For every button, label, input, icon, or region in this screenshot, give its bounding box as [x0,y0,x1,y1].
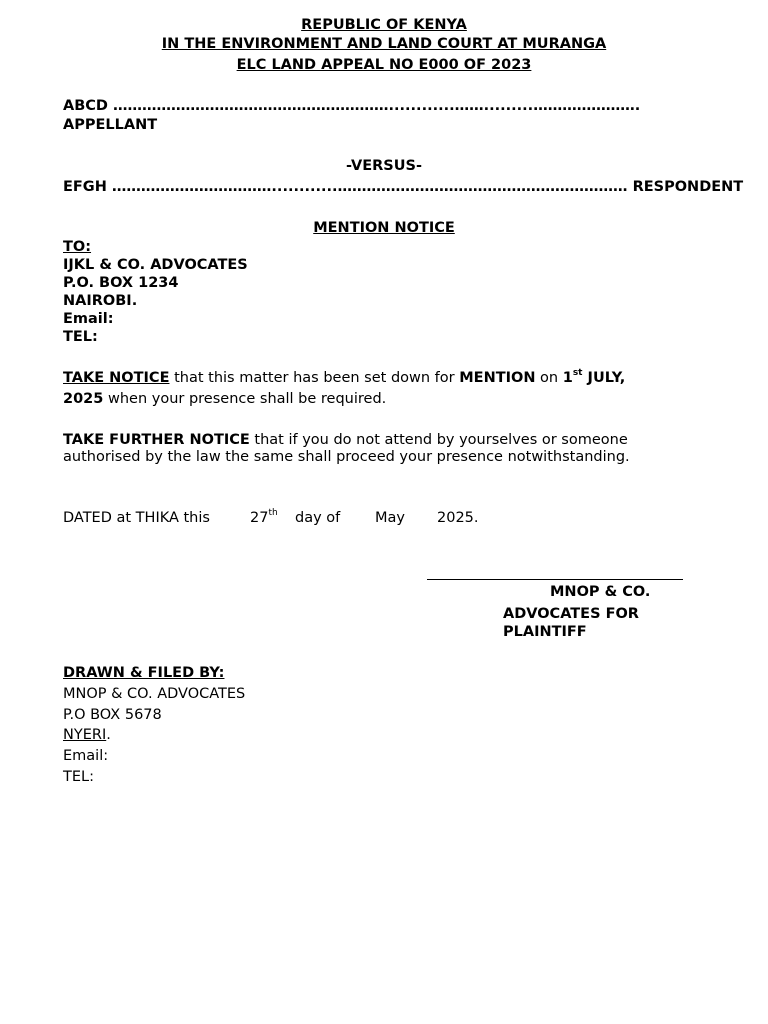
addressee-city: NAIROBI. [63,293,138,309]
dated-day-wrap [250,510,278,526]
addressee-box: P.O. BOX 1234 [63,275,179,291]
further-notice-line1 [63,432,628,448]
take-notice-text3: when your presence shall be required. [103,391,387,407]
take-notice-line2 [63,391,386,407]
court-heading-court: IN THE ENVIRONMENT AND LAND COURT AT MURANGA [161,36,607,52]
mention-label: MENTION [459,370,536,386]
dated-day: 27 [250,510,269,526]
dated-day-suffix: th [268,508,278,518]
further-notice-line2: authorised by the law the same shall proceed your presence notwithstanding. [63,449,630,465]
drawn-by-email: Email: [63,748,109,764]
notice-title: MENTION NOTICE [313,220,455,236]
take-notice-text2: on [535,370,563,386]
mention-day: 1 [562,370,573,386]
signature-role-line2: PLAINTIFF [503,624,587,640]
drawn-by-box: P.O BOX 5678 [63,707,162,723]
dated-prefix: DATED at THIKA this [63,510,210,526]
appellant-dots: …………………………………………………............…….........…………………. [113,98,641,114]
case-number: ELC LAND APPEAL NO E000 OF 2023 [236,57,532,73]
take-notice-text1: that this matter has been set down for [169,370,460,386]
addressee-firm: IJKL & CO. ADVOCATES [63,257,248,273]
mention-day-suffix: st [572,368,583,378]
mention-month: JULY, [582,370,626,386]
drawn-by-city-wrap [63,727,111,743]
mention-year: 2025 [63,391,104,407]
dated-day-of: day of [295,510,341,526]
dated-month: May [375,510,405,526]
further-notice-text1: that if you do not attend by yourselves or someone [249,432,628,448]
take-notice-lead: TAKE NOTICE [63,370,170,386]
respondent-line [63,179,743,195]
further-notice-lead: TAKE FURTHER NOTICE [63,432,250,448]
appellant-line [63,98,640,114]
court-heading-republic: REPUBLIC OF KENYA [301,17,467,33]
signature-firm: MNOP & CO. [550,584,651,600]
signature-role-line1: ADVOCATES FOR [503,606,639,622]
addressee-email: Email: [63,311,114,327]
drawn-by-tel: TEL: [63,769,94,785]
appellant-role: APPELLANT [63,117,158,133]
take-notice-line1 [63,370,625,386]
addressee-to: TO: [63,239,92,255]
respondent-dots: ……………………………............…………………………………………………… [111,179,628,195]
drawn-by-city-punct: . [106,727,111,743]
drawn-by-title: DRAWN & FILED BY: [63,665,225,681]
respondent-role: RESPONDENT [632,179,744,195]
dated-year: 2025. [437,510,479,526]
appellant-name: ABCD [63,98,108,114]
drawn-by-city: NYERI [63,727,107,743]
signature-line [427,579,683,580]
addressee-tel: TEL: [63,329,98,345]
drawn-by-firm: MNOP & CO. ADVOCATES [63,686,246,702]
respondent-name: EFGH [63,179,107,195]
versus-label: -VERSUS- [346,158,422,174]
